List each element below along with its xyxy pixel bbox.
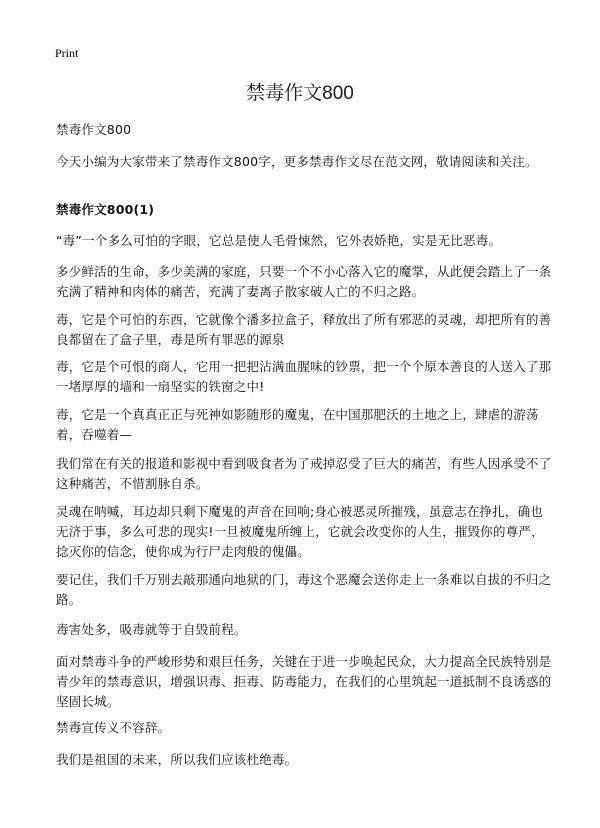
paragraph: 我们常在有关的报道和影视中看到吸食者为了戒掉忍受了巨大的痛苦，有些人因承受不了这种痛苦，不惜割脉自杀。 bbox=[56, 456, 552, 491]
paragraph: 毒，它是个可恨的商人，它用一把把沾满血腥味的钞票，把一个个原本善良的人送入了那一堵厚厚的墙和一扇坚实的铁窗之中! bbox=[56, 359, 552, 394]
section-heading: 禁毒作文800(1) bbox=[56, 202, 155, 217]
page-title: 禁毒作文800 bbox=[246, 83, 354, 104]
paragraph: 灵魂在呐喊，耳边却只剩下魔鬼的声音在回响;身心被恶灵所摧残，虽意志在挣扎，确也无济于事，多么可悲的现实!一旦被魔鬼所缠上，它就会改变你的人生，摧毁你的尊严，捻灭你的信念，使你成为行尸走肉般的傀儡。 bbox=[56, 504, 544, 559]
paragraph: 我们是祖国的未来，所以我们应该杜绝毒。 bbox=[56, 752, 298, 767]
print-label: Print bbox=[55, 46, 79, 60]
paragraph: “毒”一个多么可怕的字眼，它总是使人毛骨悚然，它外表娇艳，实是无比恶毒。 bbox=[56, 233, 502, 248]
paragraph: 面对禁毒斗争的严峻形势和艰巨任务，关键在于进一步唤起民众，大力提高全民族特别是青少年的禁毒意识，增强识毒、拒毒、防毒能力，在我们的心里筑起一道抵制不良诱惑的坚固长城。 bbox=[56, 654, 552, 709]
paragraph-intro-title: 禁毒作文800 bbox=[56, 122, 132, 137]
paragraph: 毒，它是一个真真正正与死神如影随形的魔鬼，在中国那肥沃的土地之上，肆虐的游荡着，吞噬着— bbox=[56, 407, 539, 442]
paragraph: 多少鲜活的生命，多少美满的家庭，只要一个不小心落入它的魔掌，从此便会踏上了一条充满了精神和肉体的痛苦，充满了妻离子散家破人亡的不归之路。 bbox=[56, 264, 552, 299]
paragraph: 毒害处多，吸毒就等于自毁前程。 bbox=[56, 622, 247, 637]
paragraph: 禁毒宣传义不容辞。 bbox=[56, 720, 171, 735]
paragraph-intro: 今天小编为大家带来了禁毒作文800字，更多禁毒作文尽在范文网，敬请阅读和关注。 bbox=[56, 154, 538, 169]
paragraph: 毒，它是个可怕的东西，它就像个潘多拉盒子，释放出了所有邪恶的灵魂，却把所有的善良都留在了盒子里，毒是所有罪恶的源泉 bbox=[56, 312, 552, 347]
paragraph: 要记住，我们千万别去敲那通向地狱的门，毒这个恶魔会送你走上一条难以自拔的不归之路。 bbox=[56, 572, 552, 607]
